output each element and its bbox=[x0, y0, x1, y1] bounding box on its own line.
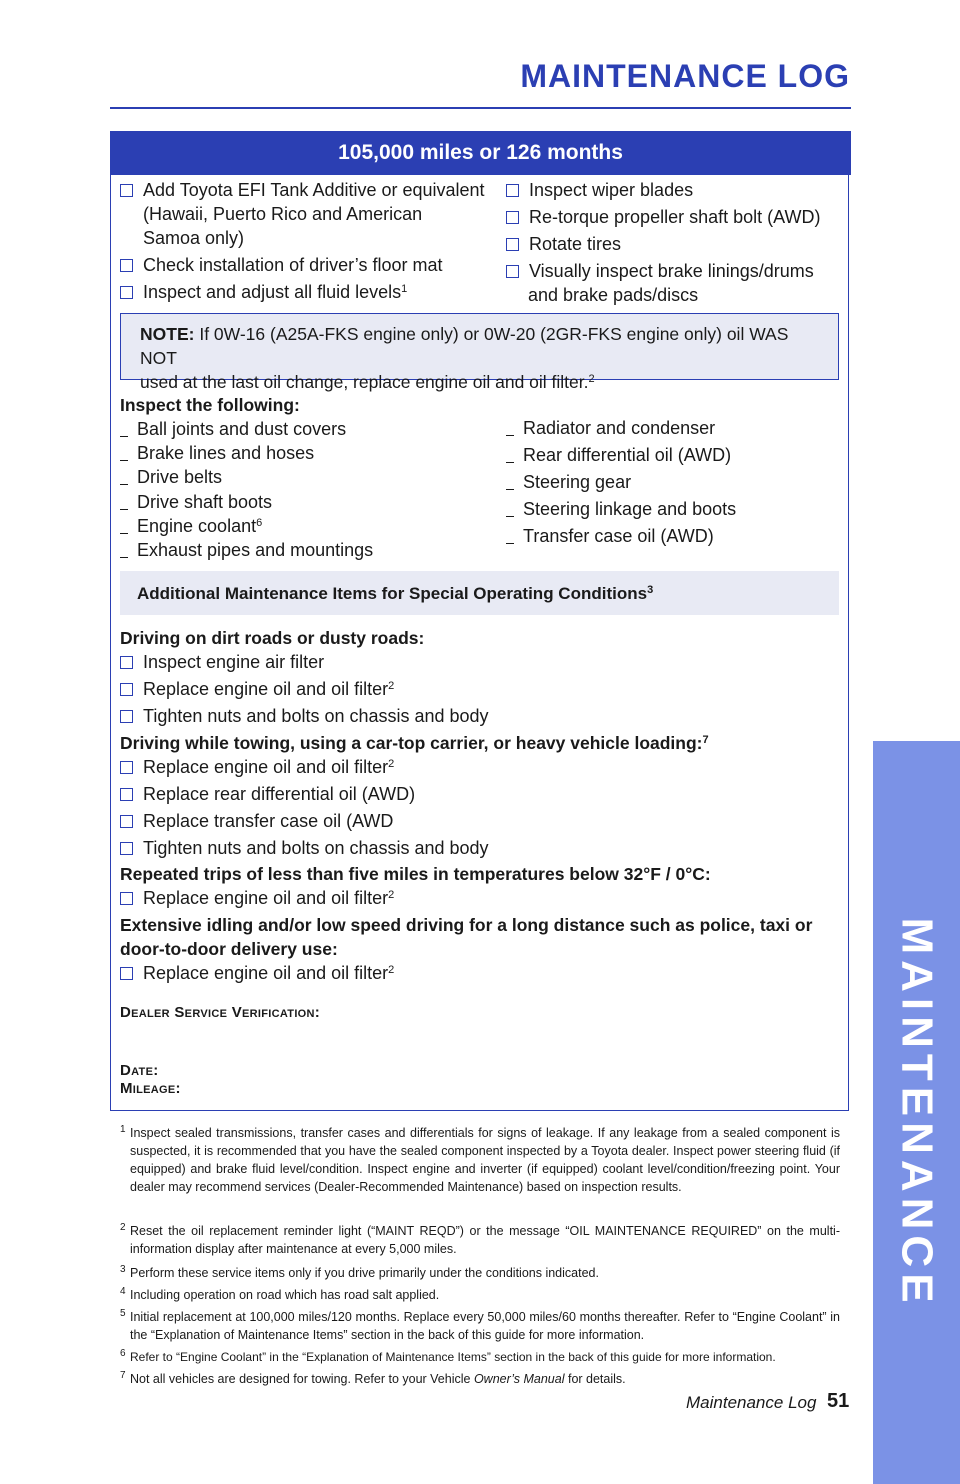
checklist-item: Inspect engine air filter bbox=[120, 650, 324, 674]
checklist-item: Replace rear differential oil (AWD) bbox=[120, 782, 415, 806]
side-tab-label-wrap bbox=[873, 741, 960, 1484]
dash-icon bbox=[120, 557, 128, 559]
checkbox-icon bbox=[120, 286, 133, 299]
footnote-ref: 1 bbox=[401, 283, 408, 295]
checklist-item: Inspect and adjust all fluid levels$^1$ bbox=[120, 280, 407, 304]
date-label: Date: bbox=[120, 1062, 159, 1079]
checkbox-icon bbox=[120, 788, 133, 801]
side-tab-label: MAINTENANCE bbox=[892, 916, 942, 1309]
dash-icon bbox=[120, 533, 128, 535]
header-divider bbox=[110, 107, 851, 109]
condition-heading-short-trips: Repeated trips of less than five miles in temperatures below 32°F / 0°C: bbox=[120, 864, 711, 884]
dash-icon bbox=[120, 509, 128, 511]
inspect-item: Ball joints and dust covers bbox=[120, 417, 346, 441]
checklist-item: Visually inspect brake linings/drums bbox=[506, 259, 814, 283]
checklist-item: Replace engine oil and oil filter$^2$ bbox=[120, 677, 394, 701]
footnote: 7 Not all vehicles are designed for towing. Refer to your Vehicle Owner’s Manual for details. bbox=[120, 1370, 626, 1386]
checkbox-icon bbox=[506, 238, 519, 251]
inspect-item: Transfer case oil (AWD) bbox=[506, 524, 714, 548]
dealer-verification-label: Dealer Service Verification: bbox=[120, 1004, 321, 1021]
checkbox-icon bbox=[506, 184, 519, 197]
checklist-item: Replace engine oil and oil filter$^2$ bbox=[120, 755, 394, 779]
dash-icon bbox=[120, 436, 128, 438]
footnote: 2 Reset the oil replacement reminder light (“MAINT REQD”) or the message “OIL MAINTENANCE REQUIRED” on the multi-information display after maintenance at every 5,000 miles. bbox=[120, 1222, 840, 1256]
checklist-item: Re-torque propeller shaft bolt (AWD) bbox=[506, 205, 820, 229]
dash-icon bbox=[120, 460, 128, 462]
condition-heading-dusty: Driving on dirt roads or dusty roads: bbox=[120, 628, 425, 648]
checkbox-icon bbox=[120, 656, 133, 669]
footnote: 5 Initial replacement at 100,000 miles/120 months. Replace every 50,000 miles/60 months thereafter. Refer to “Engine Coolant” in the “Explanation of Maintenance Items” section in the back of this guide for more information. bbox=[120, 1308, 840, 1342]
interval-title: 105,000 miles or 126 months bbox=[110, 131, 851, 175]
checklist-item: Check installation of driver’s floor mat bbox=[120, 253, 442, 277]
condition-heading-idling-cont: door-to-door delivery use: bbox=[120, 939, 338, 959]
footnote: 1 Inspect sealed transmissions, transfer cases and differentials for signs of leakage. If any leakage from a sealed component is suspected, it is recommended that you have the sealed component inspected by a Toyota dealer. Inspect power steering fluid (if equipped) and brake fluid level/condition. Inspect engine and inverter (if equipped) coolant level/condition/freezing point. Your dealer may recommend services (Dealer-Recommended Maintenance) based on inspection results. bbox=[120, 1124, 840, 1194]
footnote: 3 Perform these service items only if you drive primarily under the conditions indicated. bbox=[120, 1264, 599, 1280]
additional-items-title: Additional Maintenance Items for Special Operating Conditions$^3$ bbox=[137, 584, 654, 603]
checklist-item: Inspect wiper blades bbox=[506, 178, 693, 202]
condition-heading-towing: Driving while towing, using a car-top carrier, or heavy vehicle loading:$^7$ bbox=[120, 733, 709, 753]
dash-icon bbox=[506, 489, 514, 491]
dash-icon bbox=[120, 484, 128, 486]
footer-section-name: Maintenance Log bbox=[686, 1393, 817, 1412]
checklist-item: Add Toyota EFI Tank Additive or equivalent bbox=[120, 178, 485, 202]
checkbox-icon bbox=[506, 211, 519, 224]
checkbox-icon bbox=[120, 967, 133, 980]
condition-heading-idling: Extensive idling and/or low speed driving for a long distance such as police, taxi or bbox=[120, 915, 813, 935]
inspect-item: Brake lines and hoses bbox=[120, 441, 314, 465]
inspect-item: Engine coolant$^6$ bbox=[120, 514, 262, 538]
mileage-label: Mileage: bbox=[120, 1080, 181, 1097]
footnote: 4 Including operation on road which has road salt applied. bbox=[120, 1286, 440, 1302]
inspect-item: Drive shaft boots bbox=[120, 490, 272, 514]
checklist-item: Rotate tires bbox=[506, 232, 621, 256]
checkbox-icon bbox=[120, 259, 133, 272]
checkbox-icon bbox=[120, 710, 133, 723]
checklist-item-continuation: (Hawaii, Puerto Rico and American bbox=[143, 204, 423, 224]
dash-icon bbox=[506, 516, 514, 518]
checkbox-icon bbox=[506, 265, 519, 278]
page-number: 51 bbox=[827, 1390, 850, 1412]
inspect-item: Drive belts bbox=[120, 465, 222, 489]
checklist-item: Replace engine oil and oil filter$^2$ bbox=[120, 886, 394, 910]
inspect-item: Rear differential oil (AWD) bbox=[506, 443, 731, 467]
checklist-item-continuation: and brake pads/discs bbox=[528, 285, 699, 305]
checkbox-icon bbox=[120, 815, 133, 828]
checklist-item-continuation: Samoa only) bbox=[143, 228, 245, 248]
note-text: NOTE: If 0W-16 (A25A-FKS engine only) or 0W-20 (2GR-FKS engine only) oil WAS NOT used at the last oil change, replace engine oil and oil filter.$^2$ bbox=[140, 324, 789, 392]
checkbox-icon bbox=[120, 842, 133, 855]
checkbox-icon bbox=[120, 683, 133, 696]
dash-icon bbox=[506, 435, 514, 437]
inspect-item: Steering linkage and boots bbox=[506, 497, 736, 521]
checklist-item: Replace transfer case oil (AWD bbox=[120, 809, 393, 833]
checkbox-icon bbox=[120, 892, 133, 905]
checklist-item: Tighten nuts and bolts on chassis and body bbox=[120, 836, 489, 860]
checklist-item: Replace engine oil and oil filter$^2$ bbox=[120, 961, 394, 985]
inspect-item: Steering gear bbox=[506, 470, 631, 494]
checkbox-icon bbox=[120, 761, 133, 774]
dash-icon bbox=[506, 462, 514, 464]
page-title: MAINTENANCE LOG bbox=[520, 58, 850, 94]
footnote: 6 Refer to “Engine Coolant” in the “Explanation of Maintenance Items” section in the back of this guide for more information. bbox=[120, 1348, 776, 1364]
dash-icon bbox=[506, 543, 514, 545]
inspect-item: Radiator and condenser bbox=[506, 416, 715, 440]
inspect-heading: Inspect the following: bbox=[120, 395, 300, 415]
checklist-item: Tighten nuts and bolts on chassis and body bbox=[120, 704, 489, 728]
inspect-item: Exhaust pipes and mountings bbox=[120, 538, 373, 562]
checkbox-icon bbox=[120, 184, 133, 197]
